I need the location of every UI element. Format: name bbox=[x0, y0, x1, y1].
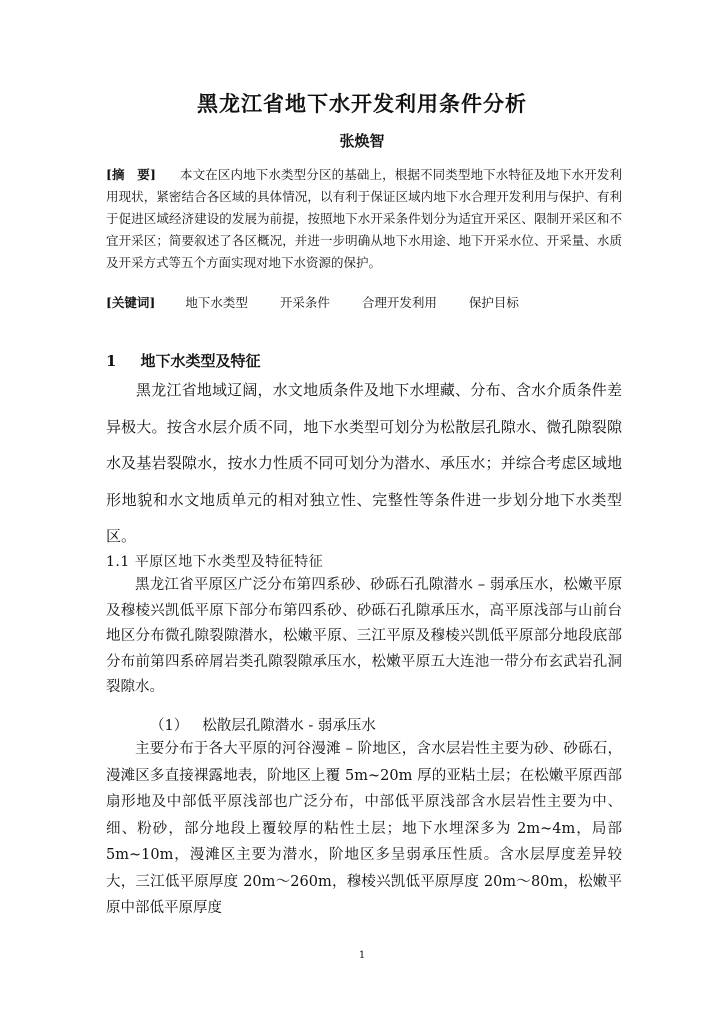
keywords-label: [关键词] bbox=[106, 295, 156, 310]
body-paragraph: 黑龙江省地域辽阔，水文地质条件及地下水埋藏、分布、含水介质条件差异极大。按含水层介质不同，地下水类型可划分为松散层孔隙水、微孔隙裂隙水及基岩裂隙水，按水力性质不同可划分为潜水、承压水；并综合考虑区域地形地貌和水文地质单元的相对独立性、完整性等条件进一步划分地下水类型区。 bbox=[106, 381, 622, 545]
abstract-label: [摘 要] bbox=[106, 167, 156, 182]
section-number: 1 bbox=[106, 352, 117, 370]
section-title: 地下水类型及特征 bbox=[140, 352, 261, 370]
body-paragraph: 黑龙江省平原区广泛分布第四系砂、砂砾石孔隙潜水 – 弱承压水，松嫩平原及穆棱兴凯低平原下部分布第四系砂、砂砾石孔隙承压水，高平原浅部与山前台地区分布微孔隙裂隙潜水，松嫩平原、三江平原及穆棱兴凯低平原部分地段底部分布前第四系碎屑岩类孔隙裂隙承压水，松嫩平原五大连池一带分布玄武岩孔洞裂隙水。 bbox=[106, 577, 622, 695]
body-paragraph: 主要分布于各大平原的河谷漫滩 – 阶地区，含水层岩性主要为砂、砂砾石，漫滩区多直接裸露地表，阶地区上覆 5m~20m 厚的亚粘土层；在松嫩平原西部扇形地及中部低平原浅部也广泛分布，中部低平原浅部含水层岩性主要为中、细、粉砂，部分地段上覆较厚的粘性土层；地下水埋深多为 2m~4m，局部 5m~10m，漫滩区主要为潜水，阶地区多呈弱承压性质。含水层厚度差异较大，三江低平原厚度 20m～260m，穆棱兴凯低平原厚度 20m～80m，松嫩平原中部低平原厚度 bbox=[106, 741, 622, 916]
abstract bbox=[106, 164, 622, 274]
author-name: 张焕智 bbox=[339, 132, 385, 150]
keyword: 保护目标 bbox=[468, 295, 519, 310]
page-number: 1 bbox=[358, 950, 366, 961]
list-item-title: 松散层孔隙潜水 - 弱承压水 bbox=[202, 718, 376, 734]
keyword: 合理开发利用 bbox=[361, 295, 437, 310]
keywords bbox=[106, 293, 622, 313]
section-heading bbox=[106, 350, 260, 371]
subsection-heading: 1.1 平原区地下水类型及特征特征 bbox=[106, 554, 324, 570]
abstract-text: 本文在区内地下水类型分区的基础上，根据不同类型地下水特征及地下水开发利用现状，紧密结合各区域的具体情况，以有利于保证区域内地下水合理开发利用与保护、有利于促进区域经济建设的发展为前提，按照地下水开采条件划分为适宜开采区、限制开采区和不宜开采区；简要叙述了各区概况，并进一步明确从地下水用途、地下开采水位、开采量、水质及开采方式等五个方面实现对地下水资源的保护。 bbox=[106, 167, 622, 270]
keyword: 地下水类型 bbox=[185, 295, 248, 310]
keyword: 开采条件 bbox=[279, 295, 330, 310]
paper-title: 黑龙江省地下水开发利用条件分析 bbox=[197, 91, 527, 116]
list-item-heading bbox=[150, 714, 376, 735]
list-item-number: （1） bbox=[150, 718, 189, 734]
